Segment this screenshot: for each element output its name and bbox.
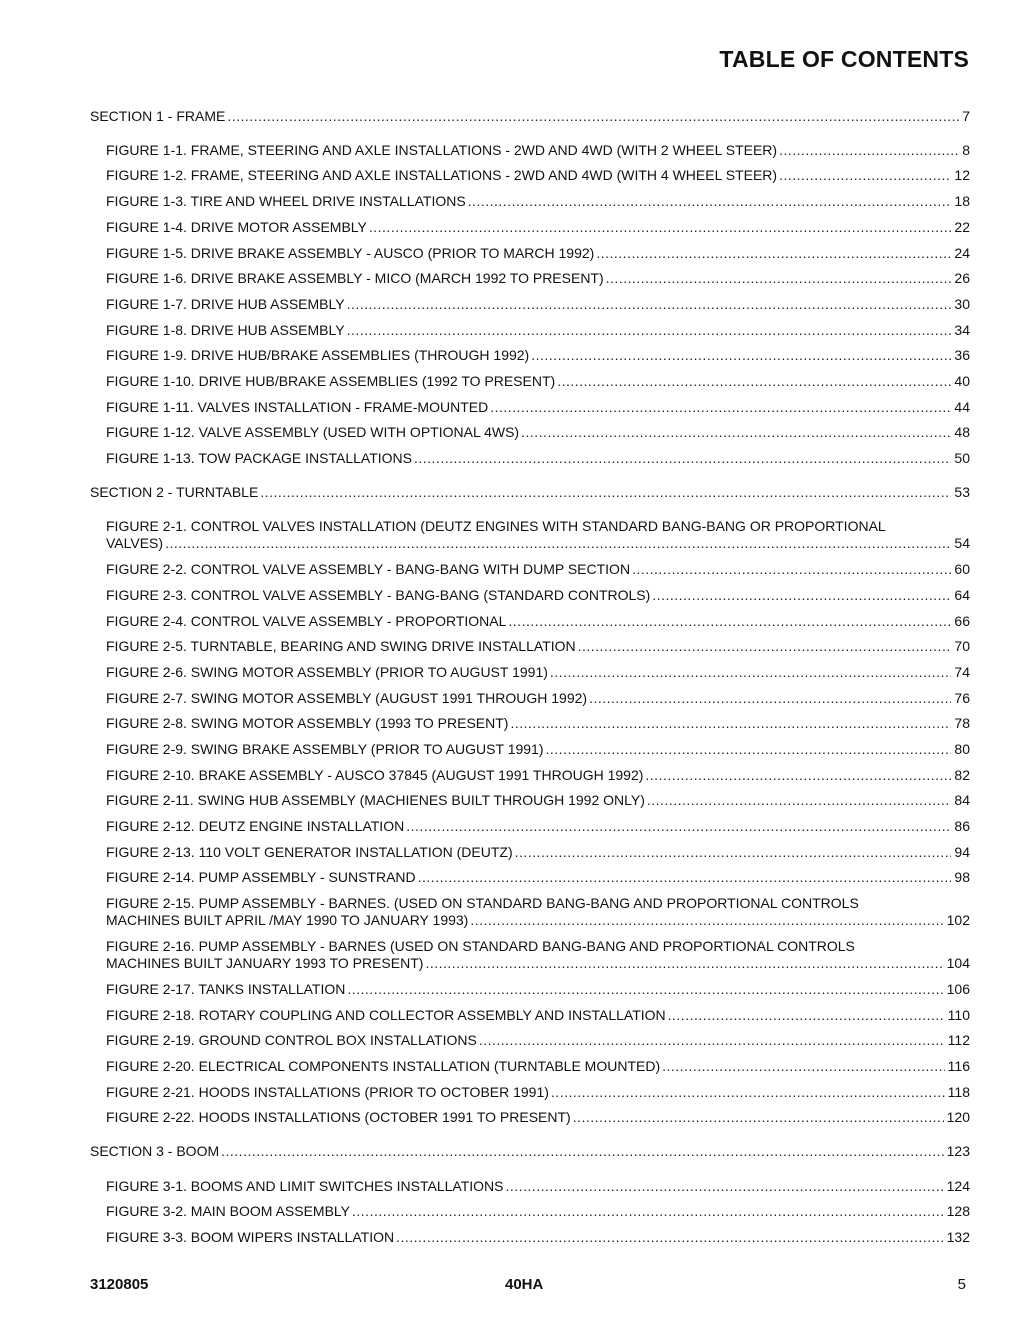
dot-leader <box>510 715 951 732</box>
toc-entry-label: FIGURE 1-9. DRIVE HUB/BRAKE ASSEMBLIES (THROUGH 1992) <box>106 347 530 363</box>
toc-entry-label: FIGURE 2-21. HOODS INSTALLATIONS (PRIOR TO OCTOBER 1991) <box>106 1084 549 1100</box>
toc-entry-label: FIGURE 1-12. VALVE ASSEMBLY (USED WITH OPTIONAL 4WS) <box>106 424 520 440</box>
dot-leader <box>647 792 952 809</box>
toc-entry-page-number: 94 <box>954 844 970 860</box>
toc-entry-label: FIGURE 1-1. FRAME, STEERING AND AXLE INSTALLATIONS - 2WD AND 4WD (WITH 2 WHEEL STEER) <box>106 142 778 158</box>
dot-leader <box>606 270 952 287</box>
toc-figure-entry[interactable] <box>106 715 970 732</box>
toc-figure-entry[interactable] <box>106 792 970 809</box>
dot-leader <box>662 1058 945 1075</box>
toc-entry-page-number: 54 <box>954 535 970 551</box>
toc-entry-label: FIGURE 1-2. FRAME, STEERING AND AXLE INSTALLATIONS - 2WD AND 4WD (WITH 4 WHEEL STEER) <box>106 167 778 183</box>
toc-entry-label: FIGURE 2-10. BRAKE ASSEMBLY - AUSCO 37845 (AUGUST 1991 THROUGH 1992) <box>106 767 644 783</box>
dot-leader <box>479 1032 945 1049</box>
toc-figure-entry[interactable] <box>106 818 970 835</box>
toc-entry-page-number: 128 <box>946 1203 970 1219</box>
toc-entry-label: FIGURE 2-6. SWING MOTOR ASSEMBLY (PRIOR TO AUGUST 1991) <box>106 664 548 680</box>
toc-figure-entry[interactable] <box>106 270 970 287</box>
toc-figure-entry[interactable] <box>106 347 970 364</box>
toc-entry-page-number: 7 <box>962 108 970 124</box>
toc-entry-page-number: 120 <box>946 1109 970 1125</box>
toc-entry-page-number: 86 <box>954 818 970 834</box>
toc-entry-label: FIGURE 1-13. TOW PACKAGE INSTALLATIONS <box>106 450 412 466</box>
toc-entry-page-number: 112 <box>947 1032 970 1048</box>
toc-entry-page-number: 106 <box>946 981 970 997</box>
toc-figure-entry[interactable] <box>106 322 970 339</box>
toc-figure-entry[interactable] <box>106 1007 970 1024</box>
toc-entry-label: FIGURE 2-7. SWING MOTOR ASSEMBLY (AUGUST 1991 THROUGH 1992) <box>106 690 588 706</box>
toc-figure-entry[interactable] <box>106 895 970 929</box>
toc-entry-label: FIGURE 1-6. DRIVE BRAKE ASSEMBLY - MICO (MARCH 1992 TO PRESENT) <box>106 270 604 286</box>
toc-entry-page-number: 102 <box>946 912 970 928</box>
dot-leader <box>515 844 952 861</box>
dot-leader <box>347 296 952 313</box>
dot-leader <box>508 613 951 630</box>
toc-entry-page-number: 12 <box>954 167 970 183</box>
dot-leader <box>425 955 943 972</box>
toc-figure-entry[interactable] <box>106 613 970 630</box>
toc-entry-label: FIGURE 2-4. CONTROL VALVE ASSEMBLY - PROPORTIONAL <box>106 613 507 629</box>
toc-entry-label: FIGURE 2-5. TURNTABLE, BEARING AND SWING DRIVE INSTALLATION <box>106 638 576 654</box>
dot-leader <box>506 1178 944 1195</box>
dot-leader <box>596 245 951 262</box>
toc-figure-entry[interactable] <box>106 938 970 972</box>
toc-entry-label: FIGURE 1-10. DRIVE HUB/BRAKE ASSEMBLIES (1992 TO PRESENT) <box>106 373 556 389</box>
toc-section-entry[interactable] <box>90 108 970 125</box>
toc-figure-entry[interactable] <box>106 1229 970 1246</box>
dot-leader <box>573 1109 944 1126</box>
toc-entry-page-number: 80 <box>954 741 970 757</box>
dot-leader <box>551 1084 945 1101</box>
toc-entry-label: FIGURE 1-4. DRIVE MOTOR ASSEMBLY <box>106 219 367 235</box>
dot-leader <box>550 664 952 681</box>
toc-figure-entry[interactable] <box>106 741 970 758</box>
toc-figure-entry[interactable] <box>106 1178 970 1195</box>
toc-entry-page-number: 30 <box>954 296 970 312</box>
toc-entry-page-number: 110 <box>947 1007 970 1023</box>
toc-entry-label: MACHINES BUILT APRIL /MAY 1990 TO JANUARY 1993) <box>106 912 469 928</box>
footer-page-number: 5 <box>957 1276 966 1293</box>
toc-entry-page-number: 36 <box>954 347 970 363</box>
toc-figure-entry[interactable] <box>106 193 970 210</box>
toc-entry-page-number: 34 <box>954 322 970 338</box>
dot-leader <box>470 912 943 929</box>
toc-entry-label: FIGURE 2-8. SWING MOTOR ASSEMBLY (1993 TO PRESENT) <box>106 715 509 731</box>
toc-entry-label: FIGURE 2-12. DEUTZ ENGINE INSTALLATION <box>106 818 405 834</box>
toc-entry-page-number: 48 <box>954 424 970 440</box>
dot-leader <box>227 108 959 125</box>
dot-leader <box>221 1143 944 1160</box>
dot-leader <box>578 638 952 655</box>
toc-entry-page-number: 76 <box>954 690 970 706</box>
toc-figure-entry[interactable] <box>106 587 970 604</box>
toc-entry-label: MACHINES BUILT JANUARY 1993 TO PRESENT) <box>106 955 424 971</box>
footer-model: 40HA <box>505 1276 544 1293</box>
toc-figure-entry[interactable] <box>106 664 970 681</box>
dot-leader <box>352 1203 944 1220</box>
toc-figure-entry[interactable] <box>106 981 970 998</box>
toc-entry-page-number: 22 <box>954 219 970 235</box>
toc-entry-page-number: 124 <box>946 1178 970 1194</box>
dot-leader <box>652 587 951 604</box>
toc-entry-page-number: 64 <box>954 587 970 603</box>
toc-entry-label: FIGURE 2-22. HOODS INSTALLATIONS (OCTOBER 1991 TO PRESENT) <box>106 1109 571 1125</box>
toc-figure-entry[interactable] <box>106 296 970 313</box>
toc-entry-label: FIGURE 2-18. ROTARY COUPLING AND COLLECTOR ASSEMBLY AND INSTALLATION <box>106 1007 666 1023</box>
toc-section-entry[interactable] <box>90 484 970 501</box>
toc-entry-label-line1: FIGURE 2-1. CONTROL VALVES INSTALLATION (DEUTZ ENGINES WITH STANDARD BANG-BANG OR PROPORTIONAL <box>106 518 886 534</box>
dot-leader <box>531 347 951 364</box>
toc-entry-label: FIGURE 1-11. VALVES INSTALLATION - FRAME-MOUNTED <box>106 399 489 415</box>
toc-figure-entry[interactable] <box>106 869 970 886</box>
toc-entry-page-number: 82 <box>954 767 970 783</box>
toc-figure-entry[interactable] <box>106 245 970 262</box>
toc-figure-entry[interactable] <box>106 638 970 655</box>
toc-entry-label: FIGURE 2-14. PUMP ASSEMBLY - SUNSTRAND <box>106 869 416 885</box>
toc-figure-entry[interactable] <box>106 690 970 707</box>
toc-entry-page-number: 26 <box>954 270 970 286</box>
toc-entry-page-number: 53 <box>954 484 970 500</box>
toc-entry-page-number: 66 <box>954 613 970 629</box>
toc-entry-label: FIGURE 1-3. TIRE AND WHEEL DRIVE INSTALLATIONS <box>106 193 466 209</box>
dot-leader <box>468 193 952 210</box>
toc-entry-label: FIGURE 2-2. CONTROL VALVE ASSEMBLY - BANG-BANG WITH DUMP SECTION <box>106 561 631 577</box>
toc-entry-label: FIGURE 2-19. GROUND CONTROL BOX INSTALLATIONS <box>106 1032 477 1048</box>
toc-figure-entry[interactable] <box>106 450 970 467</box>
toc-entry-label: FIGURE 1-7. DRIVE HUB ASSEMBLY <box>106 296 345 312</box>
toc-entry-label: FIGURE 1-8. DRIVE HUB ASSEMBLY <box>106 322 345 338</box>
toc-figure-entry[interactable] <box>106 424 970 441</box>
toc-entry-label: VALVES) <box>106 535 164 551</box>
toc-figure-entry[interactable] <box>106 518 970 552</box>
toc-entry-label: FIGURE 2-11. SWING HUB ASSEMBLY (MACHIENES BUILT THROUGH 1992 ONLY) <box>106 792 645 808</box>
toc-entry-page-number: 24 <box>954 245 970 261</box>
dot-leader <box>589 690 951 707</box>
dot-leader <box>557 373 951 390</box>
toc-entry-label: FIGURE 1-5. DRIVE BRAKE ASSEMBLY - AUSCO (PRIOR TO MARCH 1992) <box>106 245 595 261</box>
toc-entry-page-number: 98 <box>954 869 970 885</box>
dot-leader <box>521 424 951 441</box>
dot-leader <box>347 981 943 998</box>
toc-figure-entry[interactable] <box>106 142 970 159</box>
dot-leader <box>414 450 951 467</box>
toc-entry-label: FIGURE 3-1. BOOMS AND LIMIT SWITCHES INSTALLATIONS <box>106 1178 504 1194</box>
dot-leader <box>418 869 952 886</box>
toc-entry-label: SECTION 1 - FRAME <box>90 108 226 124</box>
toc-entry-label-line1: FIGURE 2-16. PUMP ASSEMBLY - BARNES (USED ON STANDARD BANG-BANG AND PROPORTIONAL CONTROLS <box>106 938 855 954</box>
dot-leader <box>369 219 952 236</box>
toc-entry-label: FIGURE 2-17. TANKS INSTALLATION <box>106 981 346 997</box>
toc-figure-entry[interactable] <box>106 844 970 861</box>
toc-entry-page-number: 84 <box>954 792 970 808</box>
dot-leader <box>490 399 951 416</box>
toc-entry-page-number: 8 <box>962 142 970 158</box>
toc-entry-label: FIGURE 2-13. 110 VOLT GENERATOR INSTALLATION (DEUTZ) <box>106 844 513 860</box>
toc-entry-page-number: 70 <box>954 638 970 654</box>
dot-leader <box>779 167 951 184</box>
dot-leader <box>668 1007 945 1024</box>
toc-section-entry[interactable] <box>90 1143 970 1160</box>
toc-entry-page-number: 74 <box>954 664 970 680</box>
toc-entry-page-number: 118 <box>947 1084 970 1100</box>
toc-entry-label: SECTION 2 - TURNTABLE <box>90 484 259 500</box>
toc-figure-entry[interactable] <box>106 399 970 416</box>
toc-figure-entry[interactable] <box>106 1058 970 1075</box>
toc-entry-label: FIGURE 2-9. SWING BRAKE ASSEMBLY (PRIOR TO AUGUST 1991) <box>106 741 544 757</box>
toc-entry-page-number: 78 <box>954 715 970 731</box>
toc-entry-page-number: 116 <box>947 1058 970 1074</box>
toc-entry-page-number: 40 <box>954 373 970 389</box>
toc-entry-page-number: 50 <box>954 450 970 466</box>
toc-figure-entry[interactable] <box>106 767 970 784</box>
dot-leader <box>779 142 959 159</box>
toc-figure-entry[interactable] <box>106 167 970 184</box>
toc-figure-entry[interactable] <box>106 1084 970 1101</box>
toc-entry-label: FIGURE 3-3. BOOM WIPERS INSTALLATION <box>106 1229 395 1245</box>
toc-entry-page-number: 44 <box>954 399 970 415</box>
toc-figure-entry[interactable] <box>106 373 970 390</box>
toc-entry-label: FIGURE 2-20. ELECTRICAL COMPONENTS INSTALLATION (TURNTABLE MOUNTED) <box>106 1058 661 1074</box>
toc-figure-entry[interactable] <box>106 1032 970 1049</box>
toc-entry-page-number: 18 <box>954 193 970 209</box>
toc-entry-page-number: 104 <box>946 955 970 971</box>
toc-figure-entry[interactable] <box>106 219 970 236</box>
toc-entry-label-line1: FIGURE 2-15. PUMP ASSEMBLY - BARNES. (USED ON STANDARD BANG-BANG AND PROPORTIONAL CONTROLS <box>106 895 859 911</box>
dot-leader <box>546 741 952 758</box>
toc-figure-entry[interactable] <box>106 561 970 578</box>
dot-leader <box>645 767 951 784</box>
toc-entry-page-number: 60 <box>954 561 970 577</box>
dot-leader <box>347 322 952 339</box>
toc-entry-page-number: 123 <box>946 1143 970 1159</box>
footer-document-number: 3120805 <box>90 1276 149 1293</box>
dot-leader <box>632 561 951 578</box>
dot-leader <box>260 484 951 501</box>
dot-leader <box>396 1229 944 1246</box>
page-title: TABLE OF CONTENTS <box>719 46 969 72</box>
toc-entry-label: FIGURE 2-3. CONTROL VALVE ASSEMBLY - BANG-BANG (STANDARD CONTROLS) <box>106 587 651 603</box>
toc-entry-page-number: 132 <box>946 1229 970 1245</box>
toc-figure-entry[interactable] <box>106 1203 970 1220</box>
dot-leader <box>165 535 951 552</box>
toc-figure-entry[interactable] <box>106 1109 970 1126</box>
dot-leader <box>406 818 951 835</box>
toc-entry-label: FIGURE 3-2. MAIN BOOM ASSEMBLY <box>106 1203 351 1219</box>
toc-entry-label: SECTION 3 - BOOM <box>90 1143 220 1159</box>
